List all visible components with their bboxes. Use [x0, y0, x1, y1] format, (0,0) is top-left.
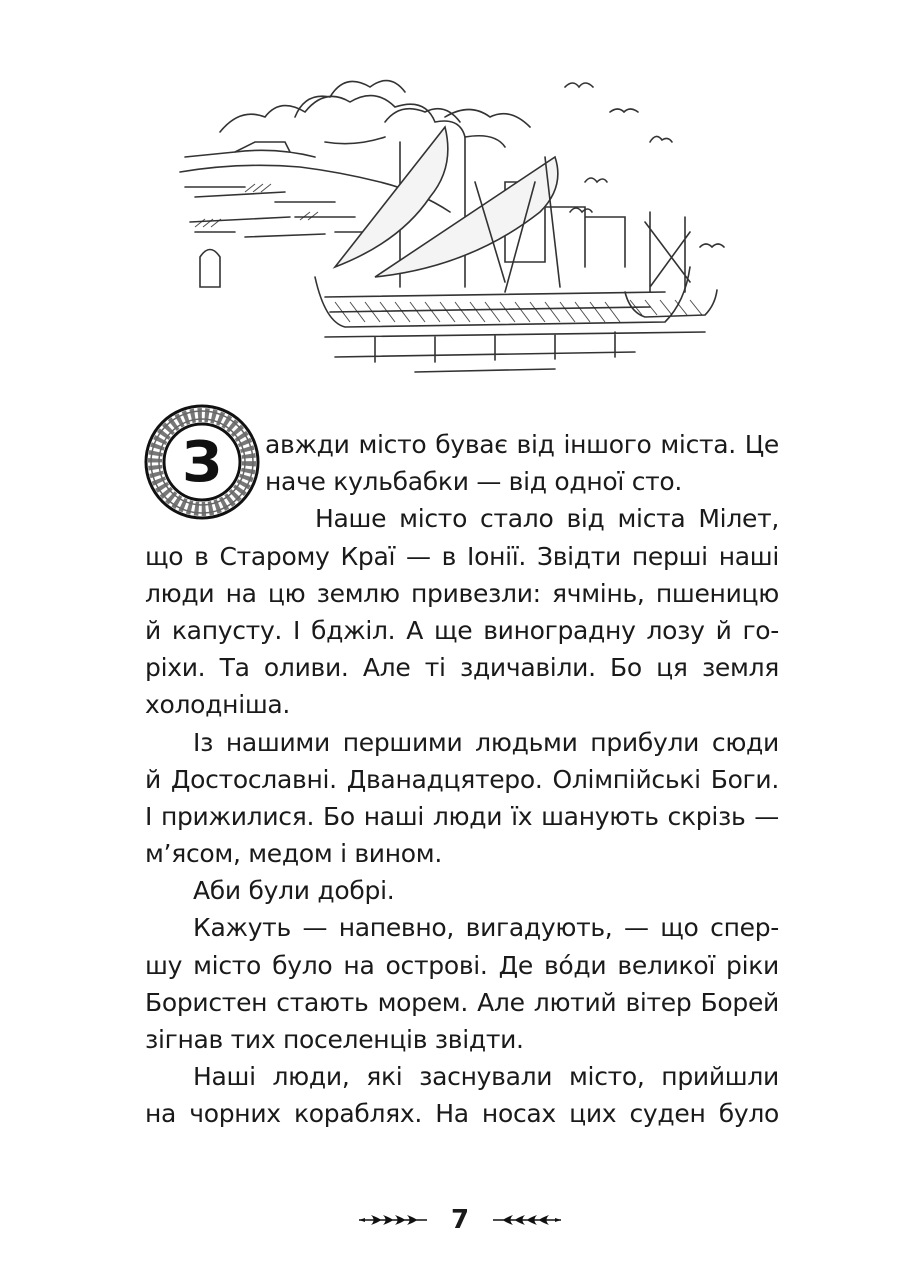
text-line: І прижилися. Бо наші люди їх шанують скрізь —: [145, 801, 779, 831]
drop-cap-letter: З: [182, 430, 222, 495]
text-line: що в Старому Краї — в Іонії. Звідти перші наші: [145, 541, 779, 571]
text-line: наче кульбабки — від одної сто.: [265, 467, 683, 497]
text-line: люди на цю землю привезли: ячмінь, пшеницю: [145, 578, 779, 608]
text-line: Аби були добрі.: [193, 876, 395, 906]
text-line: м’ясом, медом і вином.: [145, 839, 442, 869]
harbor-ships-illustration: [175, 62, 735, 380]
text-line: Бористен стають морем. Але лютий вітер Борей: [145, 987, 779, 1017]
text-line: шу місто було на острові. Де во́ди великої ріки: [145, 950, 779, 980]
text-line: на чорних кораблях. На носах цих суден було: [145, 1099, 779, 1129]
text-line: Наші люди, які заснували місто, прийшли: [193, 1062, 779, 1092]
text-line: й капусту. І бджіл. А ще виноградну лозу й го-: [145, 615, 779, 645]
text-line: ріхи. Та оливи. Але ті здичавіли. Бо ця земля: [145, 653, 779, 683]
body-text: [145, 426, 779, 1133]
wheat-ornament-right-icon: [491, 1212, 563, 1228]
text-line: й Достославні. Дванадцятеро. Олімпійські Боги.: [145, 764, 779, 794]
page-number: 7: [450, 1205, 470, 1235]
wheat-ornament-left-icon: [357, 1212, 429, 1228]
text-line: Із нашими першими людьми прибули сюди: [193, 727, 779, 757]
text-line: холодніша.: [145, 690, 291, 720]
page-footer: [0, 1200, 920, 1240]
text-line: Наше місто стало від міста Мілет,: [315, 504, 779, 534]
text-line: зігнав тих поселенців звідти.: [145, 1025, 524, 1054]
text-line: Кажуть — напевно, вигадують, — що спер-: [193, 913, 779, 943]
text-line: авжди місто буває від іншого міста. Це: [265, 430, 779, 459]
